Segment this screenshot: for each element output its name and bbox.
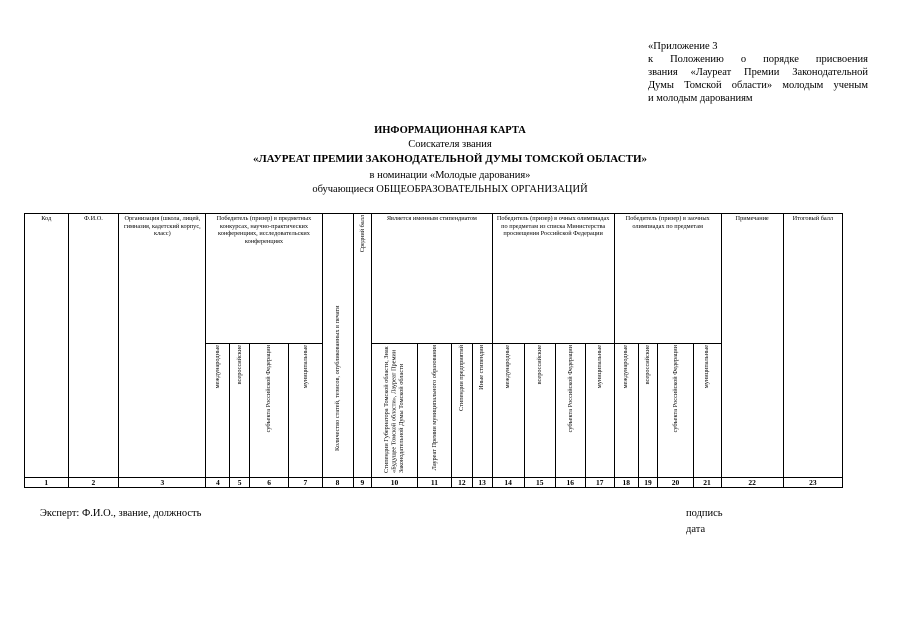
scholarship-municipal-prize: Лауреат Премии муниципального образования	[417, 344, 451, 478]
level-all-russian: всероссийские	[524, 344, 555, 478]
level-international: международные	[614, 344, 638, 478]
appendix-block	[648, 40, 868, 105]
appendix-line: звания «Лауреат Премии Законодательной	[648, 67, 868, 78]
column-number: 5	[230, 478, 250, 488]
column-number: 11	[417, 478, 451, 488]
level-municipal: муниципальные	[693, 344, 721, 478]
column-number: 13	[472, 478, 492, 488]
column-number: 9	[353, 478, 372, 488]
column-number: 21	[693, 478, 721, 488]
column-number: 3	[119, 478, 206, 488]
header-articles: Количество статей, тезисов, опубликованных в печати	[322, 214, 353, 478]
header-fio: Ф.И.О.	[68, 214, 119, 478]
header-code: Код	[25, 214, 69, 478]
column-number: 8	[322, 478, 353, 488]
scholarship-governor: Стипендии Губернатора Томской области, Знак «Будущее Томской области», Лауреат Премии Законодательной Думы Томской области	[372, 344, 418, 478]
level-regional: субъекта Российской Федерации	[249, 344, 288, 478]
nomination: в номинации «Молодые дарования»	[369, 170, 531, 181]
column-number: 10	[372, 478, 418, 488]
level-regional: субъекта Российской Федерации	[555, 344, 585, 478]
header-winner-correspondence: Победитель (призер) в заочных олимпиадах по предметам	[614, 214, 721, 344]
appendix-line: «Приложение 3	[648, 41, 718, 52]
header-winner-fulltime: Победитель (призер) в очных олимпиадах по предметам из списка Министерства просвещения Российской Федерации	[492, 214, 614, 344]
level-regional: субъекта Российской Федерации	[658, 344, 693, 478]
level-all-russian: всероссийские	[230, 344, 250, 478]
level-municipal: муниципальные	[289, 344, 322, 478]
header-winner-subject: Победитель (призер) в предметных конкурсах, научно-практических конференциях, исследовательских конференциях	[206, 214, 322, 344]
column-number: 2	[68, 478, 119, 488]
signature-label: подпись	[686, 508, 723, 519]
column-number: 18	[614, 478, 638, 488]
expert-line: Эксперт: Ф.И.О., звание, должность	[40, 508, 202, 519]
column-number: 7	[289, 478, 322, 488]
appendix-line: к Положению о порядке присвоения	[648, 54, 868, 65]
level-municipal: муниципальные	[585, 344, 614, 478]
card-title: ИНФОРМАЦИОННАЯ КАРТА	[374, 125, 526, 136]
card-subtitle: Соискателя звания	[408, 139, 492, 150]
column-number: 22	[721, 478, 783, 488]
header-scholarship: Является именным стипендиатом	[372, 214, 492, 344]
column-number: 12	[452, 478, 473, 488]
column-number: 6	[249, 478, 288, 488]
header-note: Примечание	[721, 214, 783, 478]
column-number: 19	[638, 478, 658, 488]
column-number: 14	[492, 478, 524, 488]
column-number: 15	[524, 478, 555, 488]
level-international: международные	[492, 344, 524, 478]
column-number: 1	[25, 478, 69, 488]
column-number: 4	[206, 478, 230, 488]
level-international: международные	[206, 344, 230, 478]
appendix-line: Думы Томской области» молодым ученым	[648, 80, 868, 91]
info-card-table	[24, 213, 843, 488]
header-total: Итоговый балл	[783, 214, 842, 478]
column-number: 23	[783, 478, 842, 488]
column-number: 20	[658, 478, 693, 488]
header-avg-score: Средний балл	[353, 214, 372, 478]
category: обучающиеся ОБЩЕОБРАЗОВАТЕЛЬНЫХ ОРГАНИЗАЦИЙ	[312, 184, 588, 195]
level-all-russian: всероссийские	[638, 344, 658, 478]
column-number: 17	[585, 478, 614, 488]
scholarship-other: Иные стипендии	[472, 344, 492, 478]
column-number: 16	[555, 478, 585, 488]
date-label: дата	[686, 524, 706, 535]
header-organization: Организация (школа, лицей, гимназия, кадетский корпус, класс)	[119, 214, 206, 478]
award-name: «ЛАУРЕАТ ПРЕМИИ ЗАКОНОДАТЕЛЬНОЙ ДУМЫ ТОМСКОЙ ОБЛАСТИ»	[252, 153, 648, 165]
scholarship-enterprises: Стипендии предприятий	[452, 344, 473, 478]
appendix-line: и молодым дарованиям	[648, 93, 753, 104]
